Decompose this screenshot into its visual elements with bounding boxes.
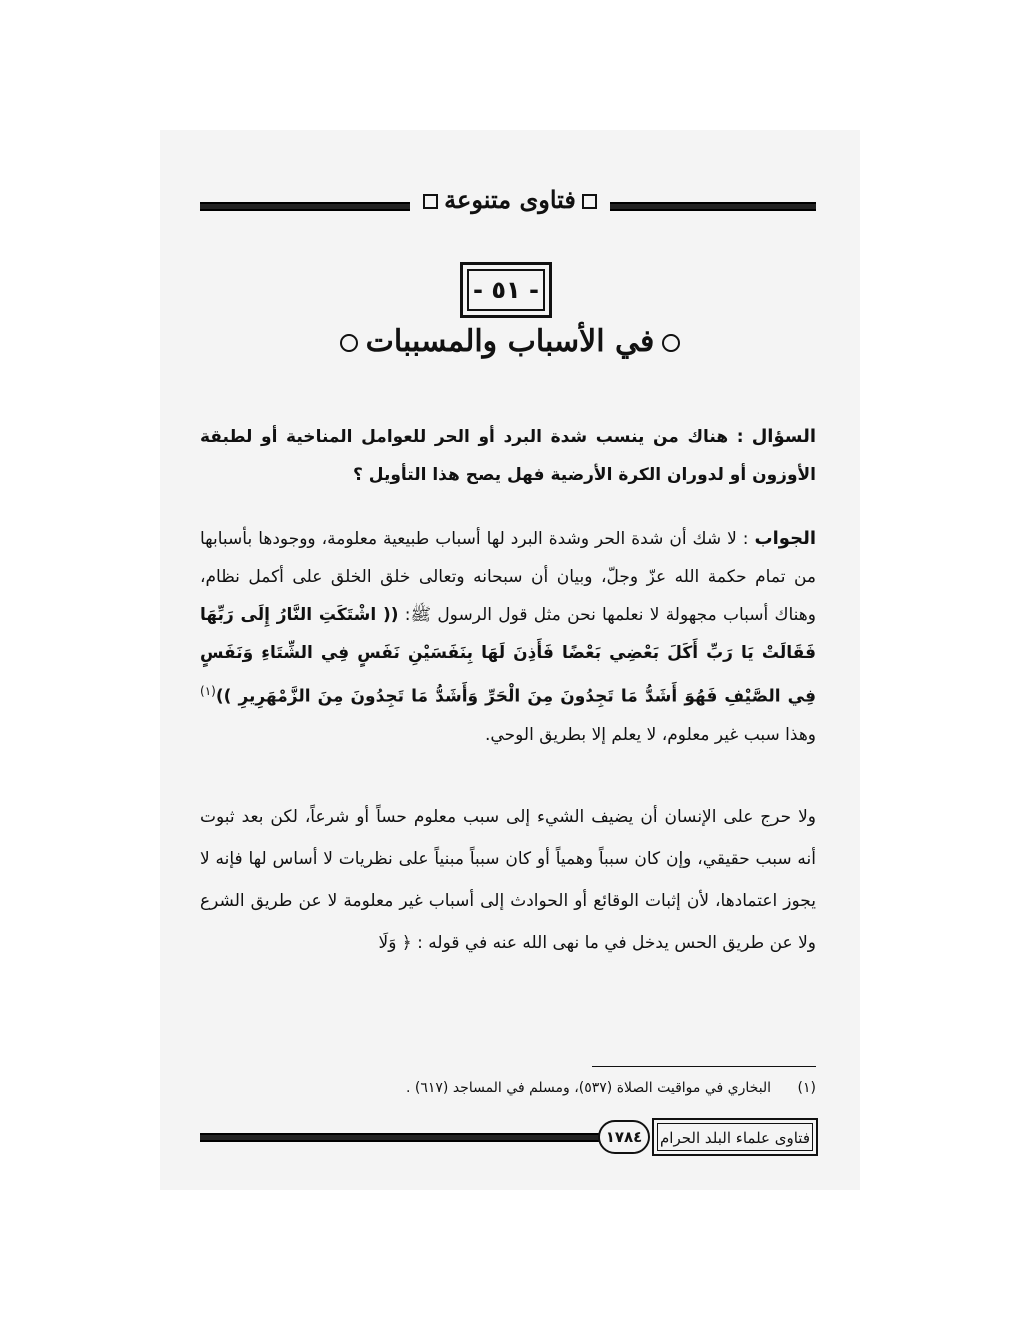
- answer-paragraph-2-text: ولا حرج على الإنسان أن يضيف الشيء إلى سبب معلوم حساً أو شرعاً، لكن بعد ثبوت أنه سبب حقيقي، وإن كان سبباً وهمياً أو كان سبباً مبنياً على نظريات لا أساس لها فإنه لا يجوز اعتمادها، لأن إثبات الوقائع أو الحوادث إلى أسباب غير معلومة لا عن طريق الشرع ولا عن طريق الحس يدخل في ما نهى الله عنه في قوله : ﴿ وَلَا: [200, 807, 816, 953]
- square-bullet-icon: [423, 194, 438, 209]
- header-rule-left: [200, 202, 410, 211]
- footer-book-title-box: [652, 1118, 818, 1156]
- fatwa-number-box: [460, 262, 552, 318]
- answer-paragraph-2: [200, 796, 816, 964]
- fatwa-number: - ٥١ -: [467, 269, 545, 311]
- page-number: ١٧٨٤: [598, 1120, 650, 1154]
- footnote-text: البخاري في مواقيت الصلاة (٥٣٧)، ومسلم في المساجد (٦١٧) .: [405, 1080, 772, 1096]
- question-text: : هناك من ينسب شدة البرد أو الحر للعوامل المناخية أو لطبقة الأوزون أو لدوران الكرة الأرضية فهل يصح هذا التأويل ؟: [200, 427, 816, 485]
- topic-text: في الأسباب والمسببات: [365, 324, 655, 359]
- footer-book-title: فتاوى علماء البلد الحرام: [657, 1123, 813, 1151]
- footnote: [360, 1080, 816, 1096]
- footer-rule: [200, 1133, 600, 1142]
- section-title: فتاوى متنوعة: [444, 185, 576, 214]
- circle-bullet-icon: [662, 334, 680, 352]
- fatwa-topic-title: [300, 324, 720, 359]
- header-rule-right: [610, 202, 816, 211]
- circle-bullet-icon: [340, 334, 358, 352]
- footnote-number: (١): [797, 1080, 816, 1096]
- section-header: [415, 185, 605, 214]
- question-paragraph: [200, 418, 816, 494]
- square-bullet-icon: [582, 194, 597, 209]
- answer-paragraph: [200, 520, 816, 754]
- footnote-reference: (١): [200, 684, 216, 698]
- footnote-divider: [592, 1066, 816, 1067]
- question-label: السؤال: [751, 426, 817, 447]
- answer-intro: : لا شك أن شدة الحر وشدة البرد لها أسباب طبيعية معلومة، ووجودها بأسبابها من تمام حكمة الله عزّ وجلّ، وبيان أن سبحانه وتعالى خلق الخلق على أكمل نظام، وهناك أسباب مجهولة لا نعلمها نحن مثل قول الرسول ﷺ:: [200, 529, 816, 625]
- hadith-text: (( اشْتَكَتِ النَّارُ إِلَى رَبِّهَا فَقَالَتْ يَا رَبِّ أَكَلَ بَعْضِي بَعْضًا فَأَذِنَ لَهَا بِنَفَسَيْنِ نَفَسٍ فِي الشِّتَاءِ وَنَفَسٍ فِي الصَّيْفِ فَهُوَ أَشَدُّ مَا تَجِدُونَ مِنَ الْحَرِّ وَأَشَدُّ مَا تَجِدُونَ مِنَ الزَّمْهَرِيرِ )): [200, 605, 816, 707]
- answer-label: الجواب: [754, 528, 816, 549]
- answer-after-hadith: وهذا سبب غير معلوم، لا يعلم إلا بطريق الوحي.: [485, 724, 816, 745]
